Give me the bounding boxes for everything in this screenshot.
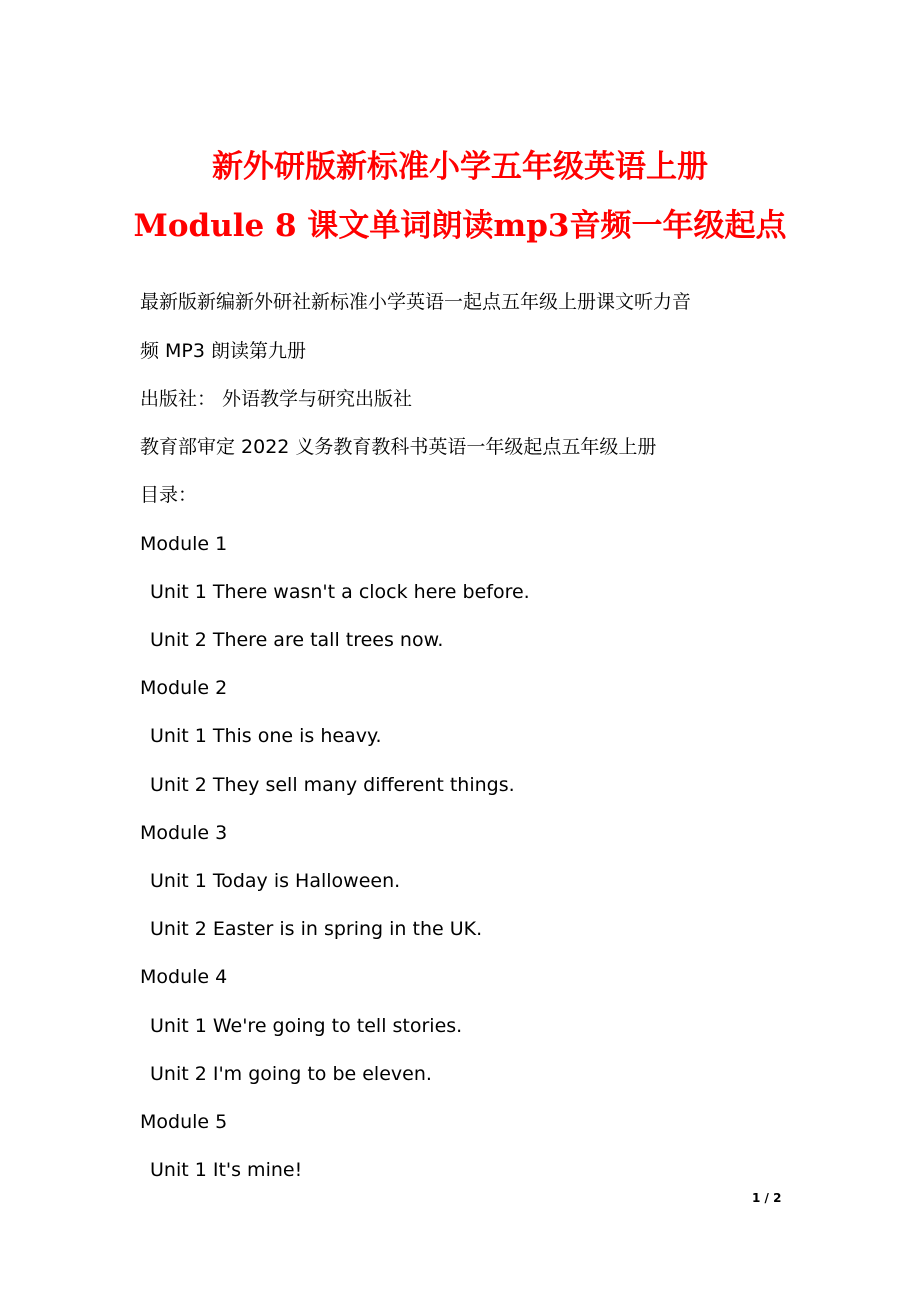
toc-unit-item: Unit 2 Easter is in spring in the UK.	[150, 918, 483, 940]
toc-unit-item: Unit 1 This one is heavy.	[150, 725, 382, 747]
intro-text-line-1: 最新版新编新外研社新标准小学英语一起点五年级上册课文听力音	[140, 291, 692, 313]
toc-unit-item: Unit 2 I'm going to be eleven.	[150, 1063, 432, 1085]
publisher-line: 出版社： 外语教学与研究出版社	[140, 388, 413, 410]
document-title-line-1: 新外研版新标准小学五年级英语上册	[212, 149, 708, 185]
intro-text-line-2: 频 MP3 朗读第九册	[140, 340, 307, 362]
toc-unit-item: Unit 1 Today is Halloween.	[150, 870, 401, 892]
toc-module-heading: Module 4	[140, 966, 228, 988]
page-number: 1 / 2	[752, 1191, 782, 1205]
toc-unit-item: Unit 1 We're going to tell stories.	[150, 1015, 463, 1037]
toc-unit-item: Unit 1 There wasn't a clock here before.	[150, 581, 530, 603]
toc-unit-item: Unit 2 They sell many different things.	[150, 774, 515, 796]
toc-unit-item: Unit 2 There are tall trees now.	[150, 629, 444, 651]
approval-line: 教育部审定 2022 义务教育教科书英语一年级起点五年级上册	[140, 436, 657, 458]
toc-module-heading: Module 1	[140, 533, 228, 555]
toc-unit-item: Unit 1 It's mine!	[150, 1159, 303, 1181]
toc-module-heading: Module 5	[140, 1111, 228, 1133]
toc-label: 目录：	[140, 484, 198, 506]
toc-module-heading: Module 2	[140, 677, 228, 699]
toc-module-heading: Module 3	[140, 822, 228, 844]
document-title-line-2: Module 8 课文单词朗读mp3音频一年级起点	[133, 208, 787, 244]
